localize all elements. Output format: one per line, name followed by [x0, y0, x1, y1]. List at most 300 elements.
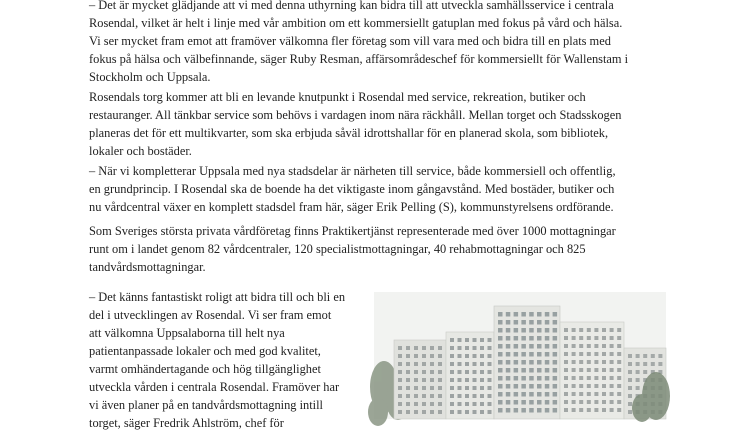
- window: [628, 394, 632, 398]
- window: [480, 346, 484, 350]
- window: [506, 384, 511, 389]
- window: [529, 384, 534, 389]
- window: [587, 392, 591, 396]
- window: [473, 362, 477, 366]
- window: [610, 344, 614, 348]
- window: [465, 394, 469, 398]
- window: [587, 376, 591, 380]
- window: [537, 352, 542, 357]
- window: [514, 400, 519, 405]
- window: [594, 368, 598, 372]
- window: [506, 400, 511, 405]
- window: [564, 392, 568, 396]
- window: [458, 378, 462, 382]
- window: [480, 362, 484, 366]
- window: [537, 360, 542, 365]
- window: [406, 370, 410, 374]
- window: [537, 400, 542, 405]
- window: [450, 354, 454, 358]
- window: [587, 352, 591, 356]
- window: [636, 386, 640, 390]
- window: [572, 384, 576, 388]
- window: [488, 386, 492, 390]
- window: [422, 370, 426, 374]
- window: [564, 408, 568, 412]
- paragraph-rosendals-torg: Rosendals torg kommer att bli en levande knutpunkt i Rosendal med service, rekreation, butiker och restauranger. All tänkbar service som behövs i vardagen inom nära räckhåll. Mellan torget och Stadsskogen planeras det för ett multikvarter, som ska erbjuda såväl idrottshallar för en planerad skola, som bibliotek, lokaler och bostäder.: [89, 90, 622, 158]
- window: [438, 354, 442, 358]
- window: [610, 336, 614, 340]
- paragraph-quote-erik-pelling: – När vi kompletterar Uppsala med nya stadsdelar är närheten till service, både kommersiell och offentlig, en grundprincip. I Rosendal ska de boende ha det viktigaste inom gångavstånd. Med bostäder, butiker och nu vårdcentral växer en komplett stadsdel fram här, säger Erik Pelling (S), kommunstyrelsens ordförande.: [89, 164, 616, 214]
- window: [537, 320, 542, 325]
- window: [529, 376, 534, 381]
- window: [458, 346, 462, 350]
- window: [610, 360, 614, 364]
- window: [458, 362, 462, 366]
- window: [636, 370, 640, 374]
- window: [529, 352, 534, 357]
- window: [628, 362, 632, 366]
- window: [594, 408, 598, 412]
- window: [579, 384, 583, 388]
- window: [488, 362, 492, 366]
- window: [537, 408, 542, 413]
- window: [438, 370, 442, 374]
- window: [430, 386, 434, 390]
- window: [414, 402, 418, 406]
- window: [579, 376, 583, 380]
- window: [594, 360, 598, 364]
- window: [506, 352, 511, 357]
- window: [521, 336, 526, 341]
- window: [617, 376, 621, 380]
- window: [498, 328, 503, 333]
- window: [450, 346, 454, 350]
- window: [438, 378, 442, 382]
- window: [398, 354, 402, 358]
- window: [594, 344, 598, 348]
- window: [465, 402, 469, 406]
- window: [422, 354, 426, 358]
- window: [488, 378, 492, 382]
- window: [398, 394, 402, 398]
- window: [564, 352, 568, 356]
- window: [610, 352, 614, 356]
- window: [514, 312, 519, 317]
- window: [572, 408, 576, 412]
- window: [514, 352, 519, 357]
- window: [498, 376, 503, 381]
- window: [430, 370, 434, 374]
- window: [529, 320, 534, 325]
- window: [553, 384, 558, 389]
- window: [398, 386, 402, 390]
- window: [398, 362, 402, 366]
- window: [422, 402, 426, 406]
- window: [506, 336, 511, 341]
- window: [514, 392, 519, 397]
- window: [594, 392, 598, 396]
- window: [458, 338, 462, 342]
- paragraph-quote-ruby-resman: – Det är mycket glädjande att vi med denna uthyrning kan bidra till att utveckla samhällsservice i centrala Rosendal, vilket är helt i linje med vår ambition om ett kommersiellt gatuplan med fokus på vård och hälsa. Vi ser mycket fram emot att framöver välkomna fler företag som vill vara med och bidra till en plats med fokus på hälsa och välbefinnande, säger Ruby Resman, affärsområdeschef för kommersiellt för Wallenstam i Stockholm och Uppsala.: [89, 0, 629, 84]
- window: [488, 410, 492, 414]
- window: [480, 410, 484, 414]
- window: [545, 400, 550, 405]
- window: [529, 312, 534, 317]
- window: [465, 370, 469, 374]
- window: [406, 354, 410, 358]
- window: [488, 346, 492, 350]
- window: [521, 384, 526, 389]
- window: [430, 402, 434, 406]
- window: [414, 362, 418, 366]
- window: [537, 328, 542, 333]
- window: [450, 410, 454, 414]
- window: [579, 368, 583, 372]
- window: [430, 362, 434, 366]
- window: [438, 402, 442, 406]
- window: [545, 376, 550, 381]
- window: [602, 376, 606, 380]
- window: [628, 402, 632, 406]
- window: [414, 386, 418, 390]
- window: [521, 400, 526, 405]
- window: [545, 360, 550, 365]
- window: [430, 378, 434, 382]
- window: [422, 346, 426, 350]
- window: [473, 370, 477, 374]
- paragraph-praktikertjanst: Som Sveriges största privata vårdföretag finns Praktikertjänst representerade med över 1000 mottagningar runt om i landet genom 82 vårdcentraler, 120 specialistmottagningar, 40 rehabmottagningar och 825 tandvårdsmottagningar.: [89, 224, 616, 274]
- window: [602, 360, 606, 364]
- window: [617, 368, 621, 372]
- window: [514, 408, 519, 413]
- window: [521, 312, 526, 317]
- window: [521, 408, 526, 413]
- window: [465, 362, 469, 366]
- window: [572, 360, 576, 364]
- window: [594, 376, 598, 380]
- window: [480, 338, 484, 342]
- window: [450, 338, 454, 342]
- window: [572, 368, 576, 372]
- window: [537, 384, 542, 389]
- window: [450, 362, 454, 366]
- window: [602, 408, 606, 412]
- window: [572, 392, 576, 396]
- window: [458, 402, 462, 406]
- window: [430, 410, 434, 414]
- window: [602, 384, 606, 388]
- window: [587, 328, 591, 332]
- window: [553, 328, 558, 333]
- window: [617, 344, 621, 348]
- window: [458, 354, 462, 358]
- window: [498, 320, 503, 325]
- window: [553, 360, 558, 365]
- window: [488, 354, 492, 358]
- window: [506, 328, 511, 333]
- window: [579, 360, 583, 364]
- window: [465, 346, 469, 350]
- window: [602, 336, 606, 340]
- window: [545, 320, 550, 325]
- window: [587, 336, 591, 340]
- window: [473, 378, 477, 382]
- window: [465, 378, 469, 382]
- window: [610, 400, 614, 404]
- window: [553, 352, 558, 357]
- window: [643, 362, 647, 366]
- window: [529, 360, 534, 365]
- window: [610, 368, 614, 372]
- window: [553, 392, 558, 397]
- window: [422, 378, 426, 382]
- window: [406, 378, 410, 382]
- window: [651, 362, 655, 366]
- window: [537, 344, 542, 349]
- window: [458, 410, 462, 414]
- window: [572, 400, 576, 404]
- window: [506, 368, 511, 373]
- window: [465, 410, 469, 414]
- window: [506, 408, 511, 413]
- window: [537, 312, 542, 317]
- window: [514, 368, 519, 373]
- window: [498, 408, 503, 413]
- window: [458, 386, 462, 390]
- window: [553, 344, 558, 349]
- window: [498, 368, 503, 373]
- window: [498, 392, 503, 397]
- window: [553, 408, 558, 413]
- window: [617, 400, 621, 404]
- window: [422, 394, 426, 398]
- window: [545, 328, 550, 333]
- window: [529, 368, 534, 373]
- window: [480, 370, 484, 374]
- window: [572, 336, 576, 340]
- window: [521, 344, 526, 349]
- window: [579, 392, 583, 396]
- window: [488, 402, 492, 406]
- window: [473, 410, 477, 414]
- window: [521, 320, 526, 325]
- window: [406, 386, 410, 390]
- window: [521, 392, 526, 397]
- window: [572, 352, 576, 356]
- window: [498, 360, 503, 365]
- window: [514, 328, 519, 333]
- window: [398, 378, 402, 382]
- window: [480, 394, 484, 398]
- window: [658, 362, 662, 366]
- window: [438, 410, 442, 414]
- window: [537, 336, 542, 341]
- window: [514, 384, 519, 389]
- window: [529, 344, 534, 349]
- window: [498, 352, 503, 357]
- paragraph-quote-fredrik-ahlstrom: – Det känns fantastiskt roligt att bidra till och bli en del i utvecklingen av Rosendal. Vi ser fram emot att välkomna Uppsalaborna till helt nya patientanpassade lokaler och med god kvalitet, varmt omhändertagande och hög tillgänglighet utveckla vården i centrala Rosendal. Framöver har vi även planer på en tandvårdsmottagning intill torget, säger Fredrik Ahlström, chef för: [89, 290, 346, 430]
- window: [529, 392, 534, 397]
- window: [529, 336, 534, 341]
- window: [473, 394, 477, 398]
- window: [594, 352, 598, 356]
- window: [506, 320, 511, 325]
- window: [594, 400, 598, 404]
- window: [564, 400, 568, 404]
- window: [506, 376, 511, 381]
- window: [628, 354, 632, 358]
- window: [636, 362, 640, 366]
- window: [564, 384, 568, 388]
- building-center-left: [446, 332, 494, 419]
- window: [553, 312, 558, 317]
- window: [628, 370, 632, 374]
- window: [579, 352, 583, 356]
- window: [521, 360, 526, 365]
- window: [488, 338, 492, 342]
- window: [506, 312, 511, 317]
- window: [422, 410, 426, 414]
- window: [564, 336, 568, 340]
- window: [617, 392, 621, 396]
- window: [579, 336, 583, 340]
- window: [406, 362, 410, 366]
- architectural-rendering-image: [374, 292, 666, 419]
- window: [545, 384, 550, 389]
- window: [465, 354, 469, 358]
- window: [514, 376, 519, 381]
- window: [553, 320, 558, 325]
- window: [473, 346, 477, 350]
- window: [602, 392, 606, 396]
- window: [458, 370, 462, 374]
- window: [658, 354, 662, 358]
- window: [628, 386, 632, 390]
- building-center-tall: [494, 306, 560, 419]
- window: [406, 394, 410, 398]
- window: [572, 376, 576, 380]
- window: [610, 408, 614, 412]
- window: [521, 368, 526, 373]
- window: [514, 344, 519, 349]
- window: [458, 394, 462, 398]
- window: [480, 386, 484, 390]
- window: [414, 346, 418, 350]
- window: [643, 370, 647, 374]
- window: [602, 328, 606, 332]
- window: [430, 394, 434, 398]
- window: [529, 408, 534, 413]
- window: [450, 378, 454, 382]
- window: [579, 400, 583, 404]
- window: [587, 408, 591, 412]
- window: [430, 354, 434, 358]
- window: [473, 354, 477, 358]
- window: [572, 344, 576, 348]
- window: [480, 354, 484, 358]
- window: [529, 400, 534, 405]
- window: [450, 394, 454, 398]
- window: [406, 346, 410, 350]
- window: [545, 344, 550, 349]
- window: [610, 384, 614, 388]
- window: [422, 362, 426, 366]
- window: [498, 344, 503, 349]
- window: [537, 376, 542, 381]
- window: [564, 328, 568, 332]
- window: [636, 354, 640, 358]
- window: [406, 402, 410, 406]
- window: [587, 400, 591, 404]
- window: [553, 368, 558, 373]
- window: [545, 392, 550, 397]
- window: [414, 378, 418, 382]
- window: [594, 384, 598, 388]
- window: [414, 370, 418, 374]
- window: [602, 352, 606, 356]
- window: [617, 352, 621, 356]
- building-right: [560, 322, 624, 419]
- window: [564, 360, 568, 364]
- window: [438, 394, 442, 398]
- window: [438, 346, 442, 350]
- window: [480, 402, 484, 406]
- window: [398, 402, 402, 406]
- window: [545, 312, 550, 317]
- window: [498, 336, 503, 341]
- window: [450, 402, 454, 406]
- window: [498, 400, 503, 405]
- window: [636, 378, 640, 382]
- window: [617, 336, 621, 340]
- window: [564, 344, 568, 348]
- window: [587, 368, 591, 372]
- window: [480, 378, 484, 382]
- window: [553, 336, 558, 341]
- window: [651, 354, 655, 358]
- window: [594, 328, 598, 332]
- window: [594, 336, 598, 340]
- window: [506, 392, 511, 397]
- window: [473, 386, 477, 390]
- window: [587, 344, 591, 348]
- window: [587, 384, 591, 388]
- window: [537, 368, 542, 373]
- window: [529, 328, 534, 333]
- window: [572, 328, 576, 332]
- window: [473, 402, 477, 406]
- window: [414, 394, 418, 398]
- window: [579, 344, 583, 348]
- window: [628, 410, 632, 414]
- window: [545, 408, 550, 413]
- window: [643, 354, 647, 358]
- window: [465, 386, 469, 390]
- window: [545, 368, 550, 373]
- window: [617, 384, 621, 388]
- window: [545, 336, 550, 341]
- window: [610, 328, 614, 332]
- window: [398, 370, 402, 374]
- window: [521, 376, 526, 381]
- window: [488, 394, 492, 398]
- window: [498, 384, 503, 389]
- window: [465, 338, 469, 342]
- window: [564, 376, 568, 380]
- window: [628, 378, 632, 382]
- window: [610, 392, 614, 396]
- window: [438, 386, 442, 390]
